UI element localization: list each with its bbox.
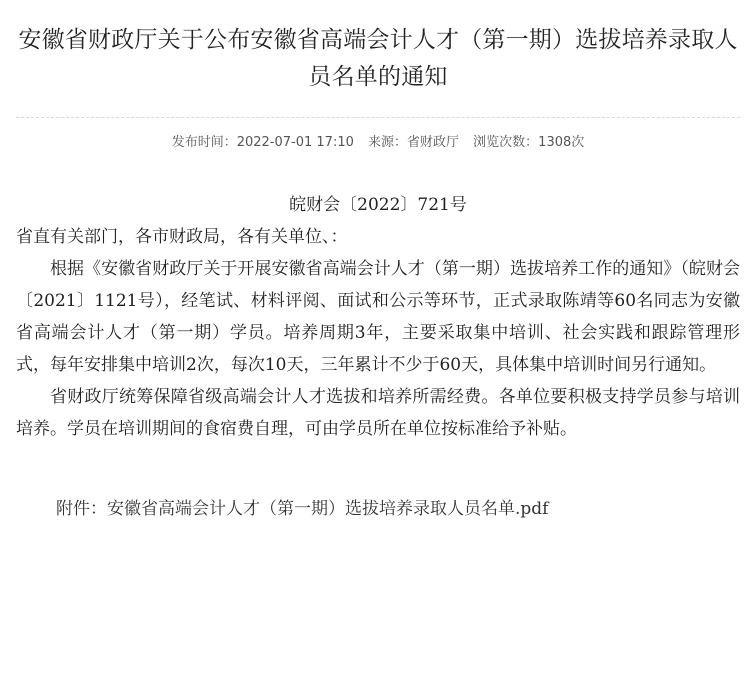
article-meta — [16, 134, 740, 152]
body-paragraph-2: 省财政厅统筹保障省级高端会计人才选拔和培养所需经费。各单位要积极支持学员参与培训培养。学员在培训期间的食宿费自理，可由学员所在单位按标准给予补贴。 — [16, 387, 740, 439]
title-divider — [16, 117, 740, 118]
publish-time: 发布时间：2022-07-01 17:10 — [171, 135, 354, 150]
salutation: 省直有关部门，各市财政局，各有关单位、： — [16, 227, 348, 247]
view-count: 浏览次数：1308次 — [473, 135, 585, 150]
attachment-line — [16, 493, 740, 525]
article-title: 安徽省财政厅关于公布安徽省高端会计人才（第一期）选拔培养录取人员名单的通知 — [18, 27, 738, 90]
attachment-file-link[interactable]: 安徽省高端会计人才（第一期）选拔培养录取人员名单.pdf — [107, 499, 549, 519]
attachment-label: 附件： — [56, 499, 107, 519]
paragraph-spacer — [16, 445, 740, 493]
body-paragraph-1: 根据《安徽省财政厅关于开展安徽省高端会计人才（第一期）选拔培养工作的通知》（皖财会〔2021〕1121号），经笔试、材料评阅、面试和公示等环节，正式录取陈靖等60名同志为安徽省高端会计人才（第一期）学员。培养周期3年，主要采取集中培训、社会实践和跟踪管理形式，每年安排集中培训2次，每次10天，三年累计不少于60天，具体集中培训时间另行通知。 — [16, 259, 740, 375]
article-source: 来源：省财政厅 — [368, 135, 460, 150]
article-body — [16, 189, 740, 525]
document-number: 皖财会〔2022〕721号 — [289, 195, 467, 215]
